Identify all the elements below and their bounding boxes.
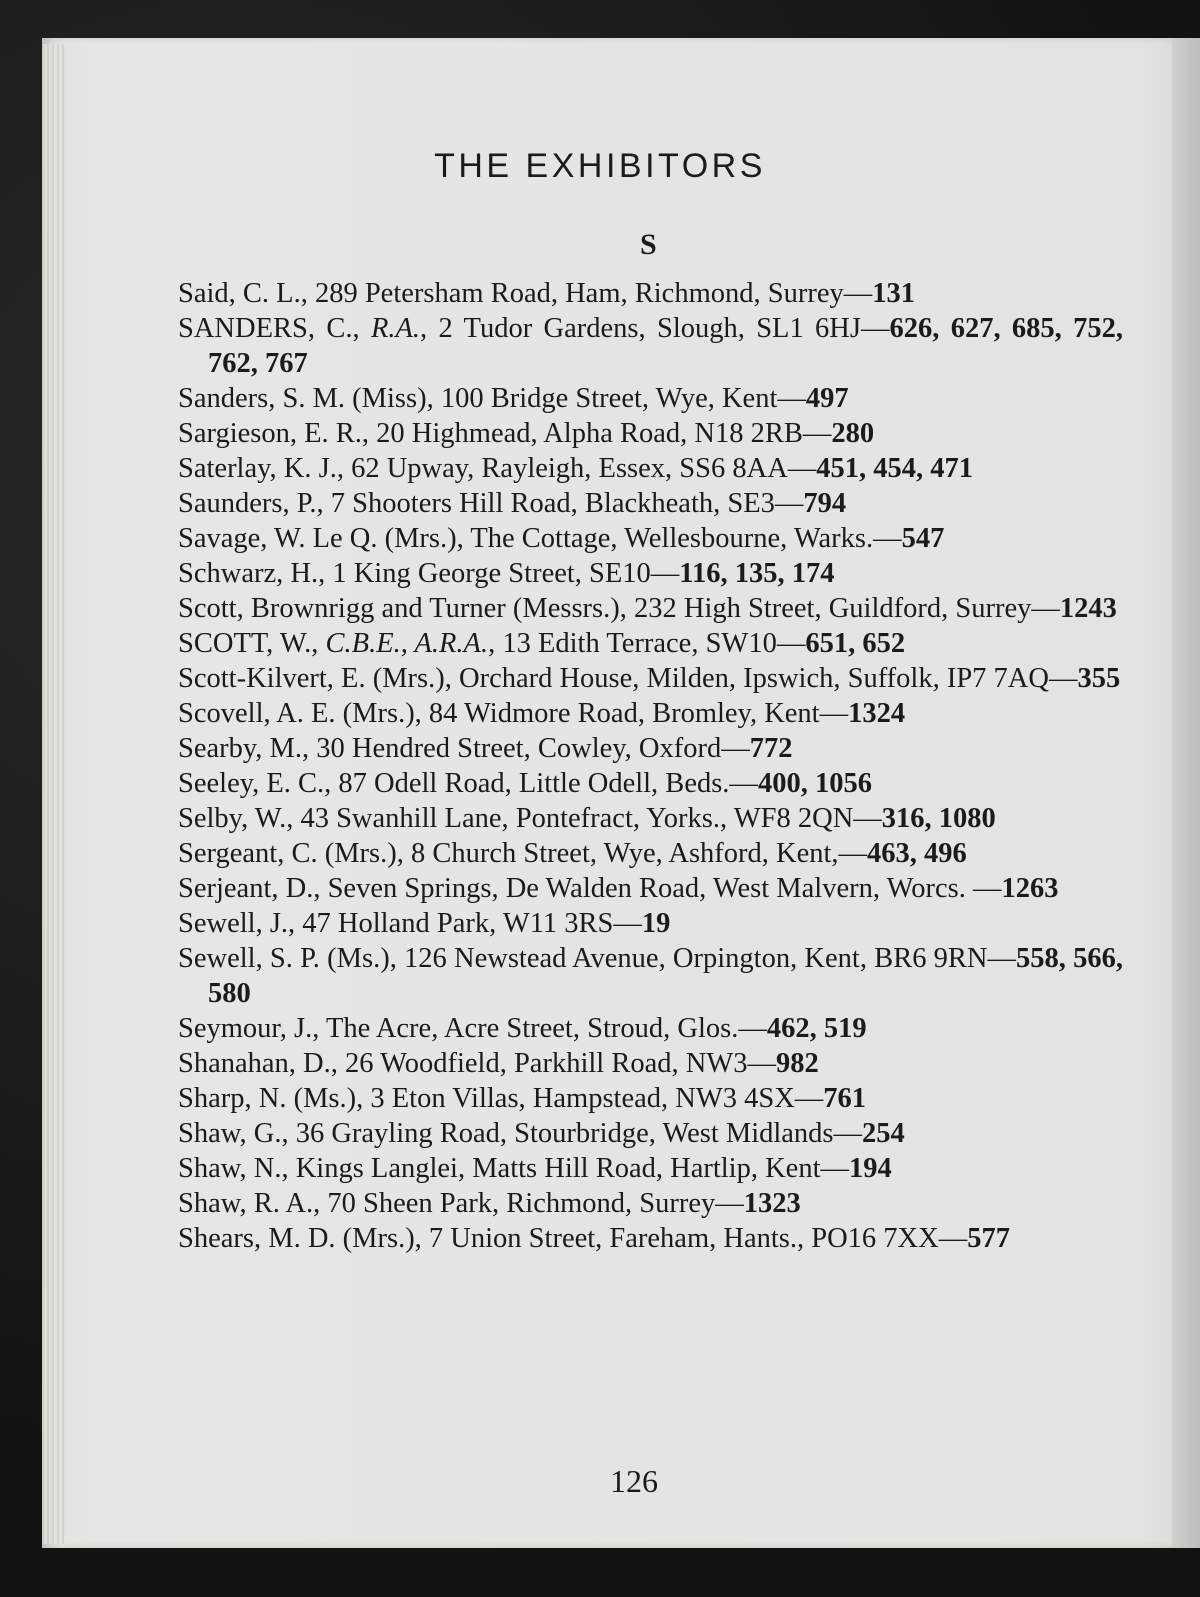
catalogue-numbers: 194 [849,1153,892,1184]
page-number: 126 [610,1463,658,1499]
exhibitor-text: Seeley, E. C., 87 Odell Road, Little Odell, Beds.— [178,768,758,799]
exhibitor-text: Sargieson, E. R., 20 Highmead, Alpha Road, N18 2RB— [178,418,832,449]
exhibitor-address: , 13 Edith Terrace, SW10— [488,628,806,659]
exhibitor-entry [178,1011,1123,1046]
exhibitor-text: Sergeant, C. (Mrs.), 8 Church Street, Wye, Ashford, Kent,— [178,838,868,869]
exhibitor-entry [178,661,1123,696]
exhibitor-entry [178,1221,1123,1256]
exhibitor-text: Sanders, S. M. (Miss), 100 Bridge Street, Wye, Kent— [178,383,806,414]
catalogue-numbers: 794 [803,488,847,519]
catalogue-numbers: 463, 496 [867,838,967,869]
catalogue-numbers: 772 [749,733,793,764]
catalogue-numbers: 577 [967,1223,1010,1254]
exhibitor-text: Shaw, G., 36 Grayling Road, Stourbridge, West Midlands— [178,1118,863,1149]
exhibitor-entry [178,591,1123,626]
exhibitor-entry [178,941,1123,1011]
exhibitor-text: SCOTT, W., [178,628,326,659]
catalogue-numbers: 1243 [1059,593,1117,624]
exhibitor-entry [178,486,1123,521]
exhibitor-entry [178,731,1123,766]
catalogue-numbers: 626, 627, 685, 752, 762, 767 [208,313,1124,379]
catalogue-numbers: 462, 519 [766,1013,867,1044]
exhibitor-honours: C.B.E., A.R.A. [325,628,489,659]
exhibitor-entry [178,1116,1123,1151]
exhibitor-text: Shanahan, D., 26 Woodfield, Parkhill Road, NW3— [178,1048,776,1079]
exhibitor-list [178,276,1123,1256]
exhibitor-entry [178,626,1123,661]
exhibitor-text: Searby, M., 30 Hendred Street, Cowley, Oxford— [178,733,750,764]
catalogue-numbers: 497 [805,383,849,414]
exhibitor-entry [178,276,1123,311]
exhibitor-entry [178,416,1123,451]
catalogue-numbers: 547 [901,523,945,554]
exhibitor-text: Saunders, P., 7 Shooters Hill Road, Blackheath, SE3— [178,488,804,519]
catalogue-numbers: 280 [831,418,875,449]
exhibitor-text: Shears, M. D. (Mrs.), 7 Union Street, Fareham, Hants., PO16 7XX— [178,1223,968,1254]
exhibitor-address: , 2 Tudor Gardens, Slough, SL1 6HJ— [420,313,890,344]
catalogue-numbers: 558, 566, 580 [208,943,1123,1009]
exhibitor-text: Schwarz, H., 1 King George Street, SE10— [178,558,680,589]
exhibitor-text: Said, C. L., 289 Petersham Road, Ham, Richmond, Surrey— [178,278,873,309]
exhibitor-entry [178,451,1123,486]
page-title: THE EXHIBITORS [434,147,766,185]
exhibitor-text: Scott, Brownrigg and Turner (Messrs.), 232 High Street, Guildford, Surrey— [178,593,1060,624]
exhibitor-text: Scott-Kilvert, E. (Mrs.), Orchard House, Milden, Ipswich, Suffolk, IP7 7AQ— [178,663,1078,694]
exhibitor-entry [178,1186,1123,1221]
catalogue-numbers: 116, 135, 174 [679,558,835,589]
exhibitor-entry [178,1046,1123,1081]
exhibitor-honours: R.A. [370,313,421,344]
exhibitor-entry [178,381,1123,416]
catalogue-numbers: 1263 [1001,873,1059,904]
exhibitor-text: SANDERS, C., [178,313,371,344]
exhibitor-entry [178,836,1123,871]
exhibitor-text: Serjeant, D., Seven Springs, De Walden Road, West Malvern, Worcs. — [178,873,1002,904]
catalogue-numbers: 316, 1080 [881,803,996,834]
exhibitor-entry [178,1151,1123,1186]
catalogue-numbers: 254 [862,1118,905,1149]
catalogue-numbers: 131 [872,278,915,309]
exhibitor-entry [178,906,1123,941]
section-letter: S [640,228,657,261]
exhibitor-text: Shaw, N., Kings Langlei, Matts Hill Road, Hartlip, Kent— [178,1153,849,1184]
exhibitor-text: Sharp, N. (Ms.), 3 Eton Villas, Hampstead, NW3 4SX— [178,1083,824,1114]
exhibitor-entry [178,801,1123,836]
exhibitor-entry [178,556,1123,591]
exhibitor-entry [178,311,1123,381]
catalogue-numbers: 761 [823,1083,867,1114]
catalogue-numbers: 400, 1056 [757,768,872,799]
exhibitor-text: Savage, W. Le Q. (Mrs.), The Cottage, Wellesbourne, Warks.— [178,523,902,554]
exhibitor-entry [178,1081,1123,1116]
exhibitor-text: Scovell, A. E. (Mrs.), 84 Widmore Road, Bromley, Kent— [178,698,849,729]
catalogue-numbers: 1324 [848,698,906,729]
exhibitor-text: Shaw, R. A., 70 Sheen Park, Richmond, Surrey— [178,1188,744,1219]
catalogue-numbers: 451, 454, 471 [816,453,974,484]
exhibitor-text: Sewell, J., 47 Holland Park, W11 3RS— [178,908,642,939]
exhibitor-text: Saterlay, K. J., 62 Upway, Rayleigh, Essex, SS6 8AA— [178,453,817,484]
catalogue-numbers: 355 [1077,663,1121,694]
exhibitor-entry [178,521,1123,556]
catalogue-numbers: 1323 [743,1188,801,1219]
exhibitor-text: Selby, W., 43 Swanhill Lane, Pontefract, Yorks., WF8 2QN— [178,803,882,834]
exhibitor-text: Sewell, S. P. (Ms.), 126 Newstead Avenue, Orpington, Kent, BR6 9RN— [178,943,1017,974]
catalogue-numbers: 19 [641,908,671,939]
exhibitor-entry [178,766,1123,801]
exhibitor-entry [178,871,1123,906]
exhibitor-entry [178,696,1123,731]
catalogue-numbers: 982 [775,1048,819,1079]
catalogue-numbers: 651, 652 [805,628,906,659]
exhibitor-text: Seymour, J., The Acre, Acre Street, Stroud, Glos.— [178,1013,767,1044]
